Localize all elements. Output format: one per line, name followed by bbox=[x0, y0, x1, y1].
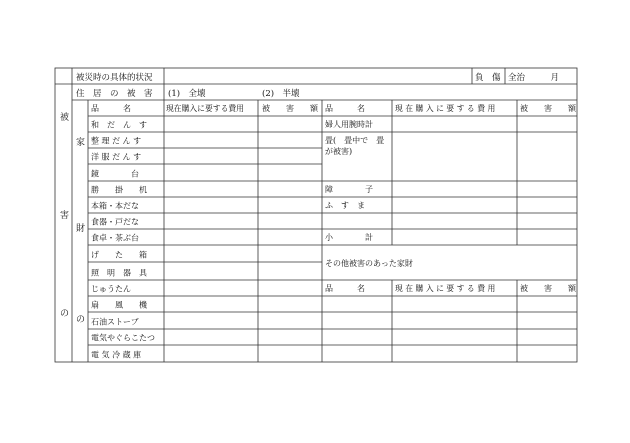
left-item-15: 電 気 冷 蔵 庫 bbox=[91, 350, 142, 360]
side-label-zai: 財 bbox=[76, 224, 86, 234]
side-label-no2: の bbox=[76, 315, 86, 325]
injury-label: 負 傷 bbox=[475, 73, 501, 83]
side-label-ie: 家 bbox=[76, 138, 86, 148]
left-item-5: 勝 掛 机 bbox=[91, 185, 147, 195]
left-item-3: 洋 服 だ ん す bbox=[91, 152, 142, 162]
situation-label: 被災時の具体的状況 bbox=[76, 73, 153, 83]
side-label-no: の bbox=[60, 309, 70, 319]
situation-field[interactable] bbox=[164, 68, 472, 84]
left-item-4: 鏡 台 bbox=[91, 169, 139, 179]
col-header-cost: 現在購入に要する費用 bbox=[166, 104, 244, 113]
col-header-damage: 被 害 額 bbox=[262, 104, 318, 113]
item-fusuma: ふ す ま bbox=[325, 201, 365, 210]
item-subtotal: 小 計 bbox=[325, 233, 373, 242]
col-header-item: 品 名 bbox=[91, 104, 131, 113]
left-item-8: 食卓・茶ぶ台 bbox=[91, 233, 139, 243]
left-item-6: 本箱・本だな bbox=[91, 201, 139, 211]
left-item-11: じゅうたん bbox=[91, 284, 131, 294]
left-item-10: 照 明 器 具 bbox=[91, 268, 147, 278]
left-item-list bbox=[91, 120, 155, 360]
col-header-item-right-2: 品 名 bbox=[325, 284, 365, 293]
col-header-cost-right: 現 在 購 入 に 要 す る 費 用 bbox=[395, 104, 496, 113]
item-other-damage: その他被害のあった家財 bbox=[325, 259, 413, 268]
left-item-12: 扇 風 機 bbox=[91, 300, 147, 310]
left-item-9: げ た 箱 bbox=[91, 250, 147, 260]
residence-option-full[interactable]: (1) 全壊 bbox=[168, 89, 206, 99]
residence-label: 住 居 の 被 害 bbox=[76, 89, 153, 99]
item-tatami-line1: 畳( 畳中で 畳 bbox=[325, 136, 385, 145]
injury-value[interactable]: 全治 月 bbox=[508, 73, 560, 83]
item-shoji: 障 子 bbox=[325, 185, 373, 194]
col-header-item-right: 品 名 bbox=[325, 104, 365, 113]
left-item-1: 和 だ ん す bbox=[91, 120, 147, 130]
col-header-damage-right-2: 被 害 額 bbox=[520, 284, 576, 293]
item-tatami-line2: が被害) bbox=[325, 147, 353, 156]
residence-option-half[interactable]: (2) 半壊 bbox=[262, 89, 300, 99]
col-header-damage-right: 被 害 額 bbox=[520, 104, 576, 113]
left-item-2: 整 理 だ ん す bbox=[91, 136, 142, 146]
side-label-gai: 害 bbox=[60, 211, 70, 221]
item-watch: 婦人用腕時計 bbox=[325, 120, 373, 129]
left-item-13: 石油ストーブ bbox=[91, 317, 139, 327]
left-item-7: 食器・戸だな bbox=[91, 217, 139, 227]
left-item-14: 電気やぐらこたつ bbox=[91, 333, 155, 343]
col-header-cost-right-2: 現 在 購 入 に 要 す る 費 用 bbox=[395, 284, 496, 293]
side-label-ka: 被 bbox=[60, 113, 70, 123]
